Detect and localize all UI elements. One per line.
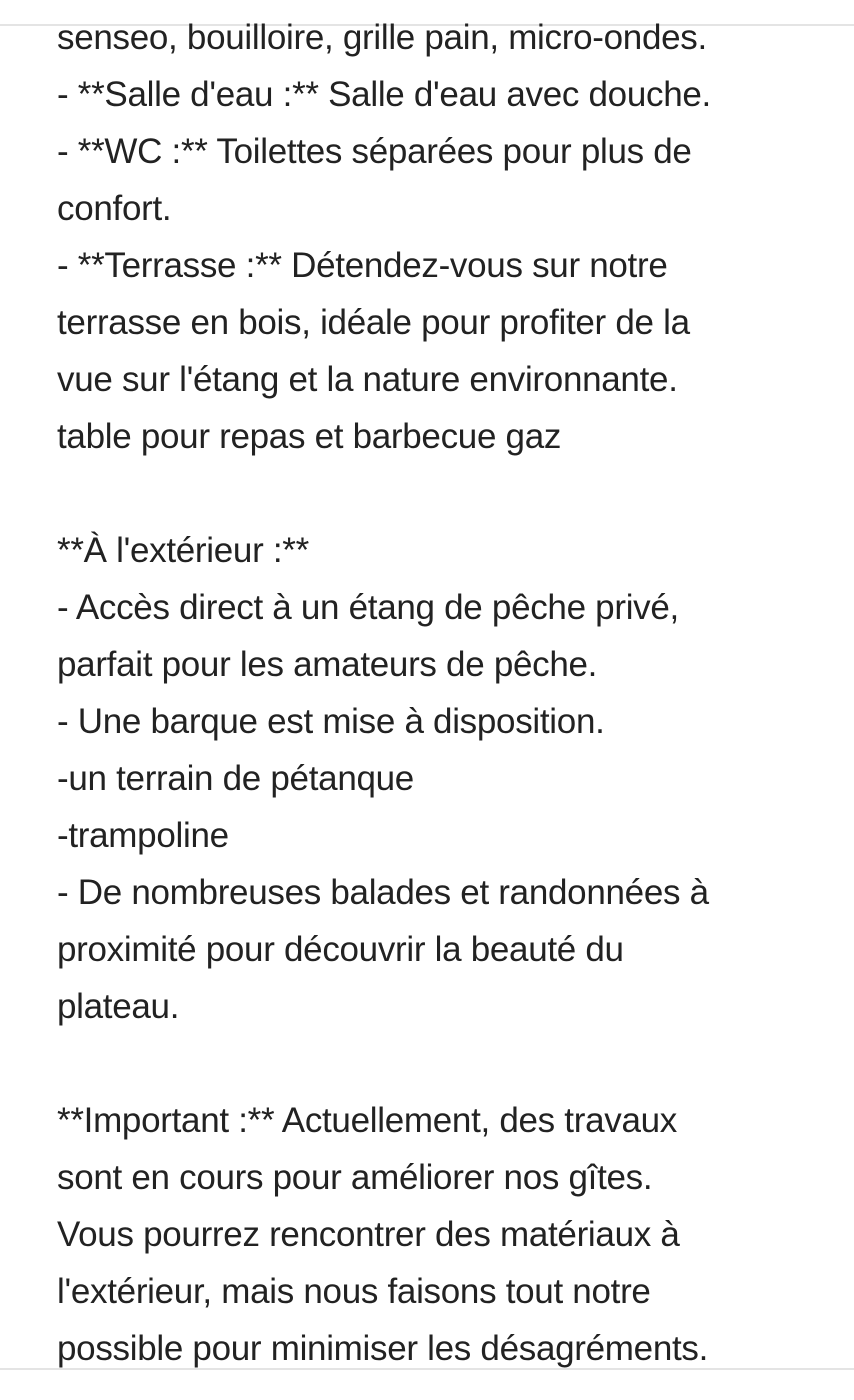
description-line: - Une barque est mise à disposition. bbox=[57, 702, 605, 741]
bottom-divider bbox=[0, 1368, 854, 1370]
description-line: senseo, bouilloire, grille pain, micro-ondes. bbox=[57, 18, 707, 57]
description-line: table pour repas et barbecue gaz bbox=[57, 417, 562, 456]
description-line: proximité pour découvrir la beauté du bbox=[57, 930, 624, 969]
description-line: confort. bbox=[57, 189, 172, 228]
description-line: parfait pour les amateurs de pêche. bbox=[57, 645, 598, 684]
description-line: -trampoline bbox=[57, 816, 229, 855]
description-line: - De nombreuses balades et randonnées à bbox=[57, 873, 709, 912]
description-blank-line bbox=[57, 465, 827, 522]
description-line: l'extérieur, mais nous faisons tout notre bbox=[57, 1272, 651, 1311]
description-line: **Important :** Actuellement, des travaux bbox=[57, 1101, 677, 1140]
description-line: terrasse en bois, idéale pour profiter de la bbox=[57, 303, 690, 342]
description-line: - **Salle d'eau :** Salle d'eau avec douche. bbox=[57, 75, 711, 114]
description-line: Vous pourrez rencontrer des matériaux à bbox=[57, 1215, 680, 1254]
listing-description-text[interactable] bbox=[57, 9, 827, 1377]
description-line: vue sur l'étang et la nature environnante. bbox=[57, 360, 678, 399]
description-line: sont en cours pour améliorer nos gîtes. bbox=[57, 1158, 653, 1197]
description-line: - Accès direct à un étang de pêche privé, bbox=[57, 588, 679, 627]
description-line: - **WC :** Toilettes séparées pour plus de bbox=[57, 132, 692, 171]
description-line: - **Terrasse :** Détendez-vous sur notre bbox=[57, 246, 668, 285]
description-line: possible pour minimiser les désagréments. bbox=[57, 1329, 709, 1368]
description-line: plateau. bbox=[57, 987, 180, 1026]
description-blank-line bbox=[57, 1035, 827, 1092]
description-line: -un terrain de pétanque bbox=[57, 759, 414, 798]
description-line: **À l'extérieur :** bbox=[57, 531, 309, 570]
